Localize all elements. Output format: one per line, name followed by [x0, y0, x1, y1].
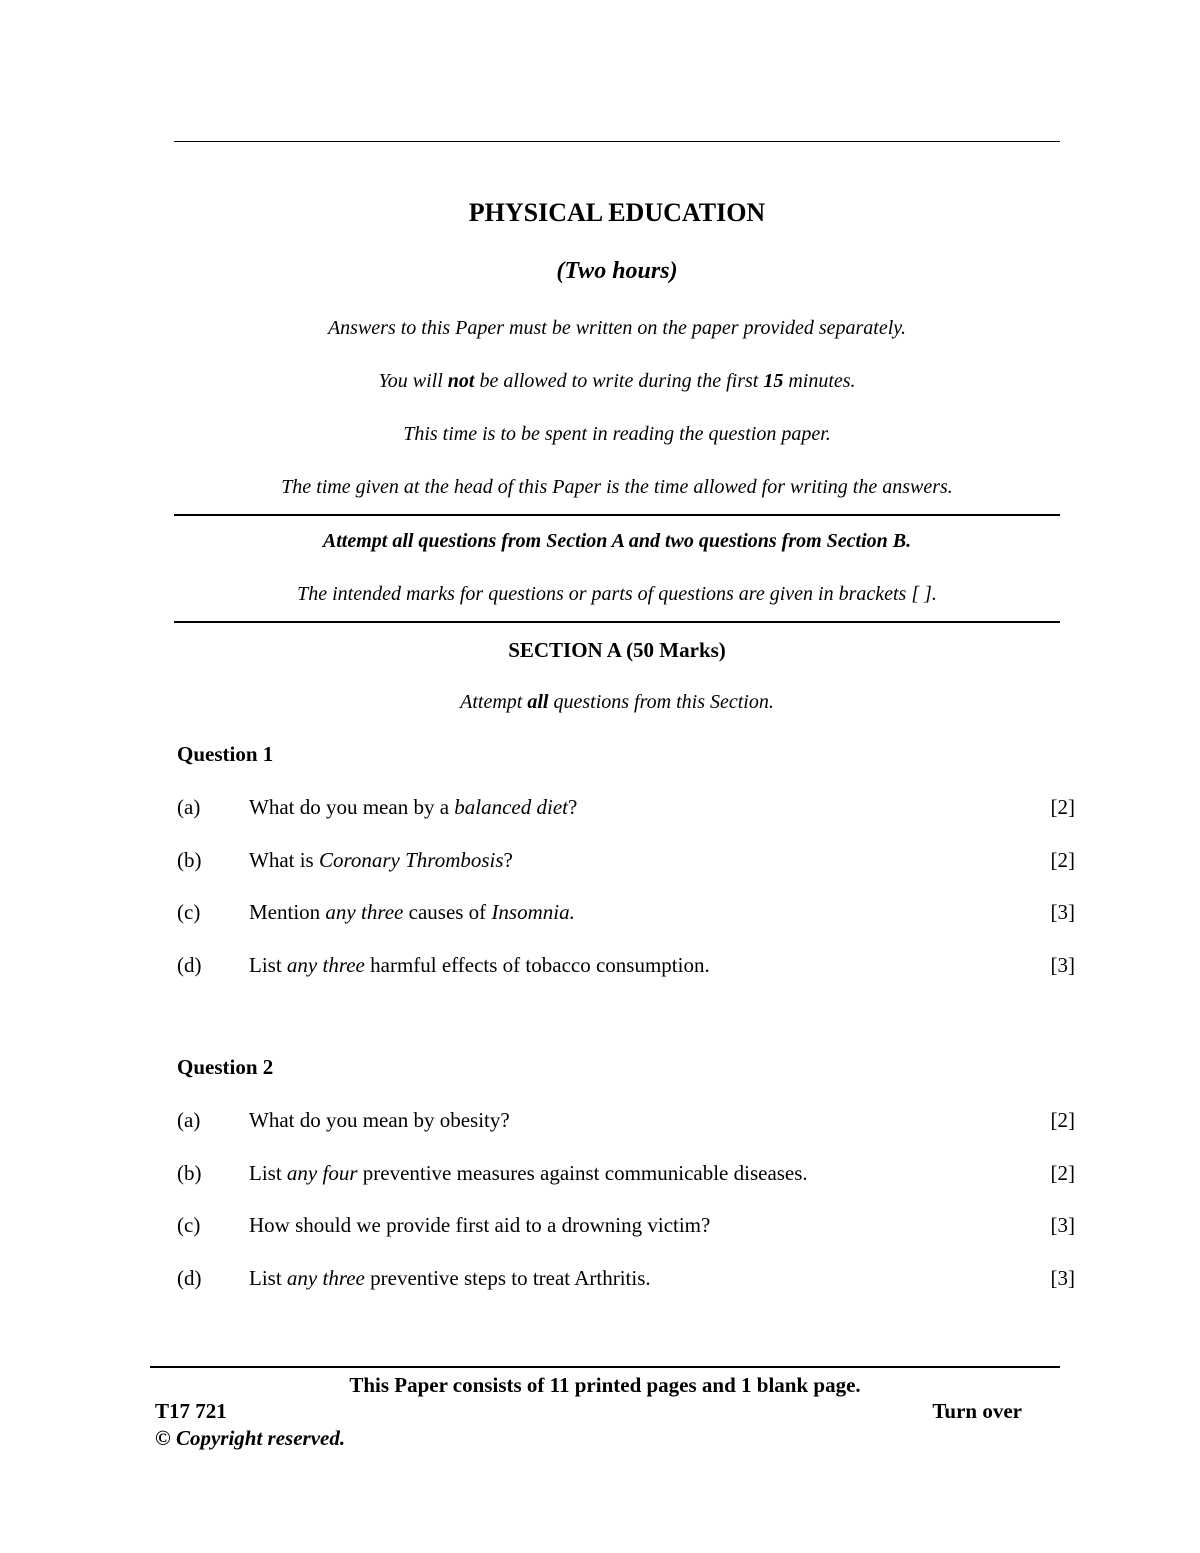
footer-rule	[150, 1366, 1060, 1368]
part-text-segment: causes of	[403, 900, 492, 924]
part-text-segment: What is	[249, 847, 319, 872]
part-text-italic: any four	[286, 1160, 358, 1185]
part-text	[249, 1213, 710, 1238]
part-text-segment: Mention	[249, 900, 326, 924]
part-text	[249, 1108, 510, 1133]
instruction-no-writing-post2: minutes.	[783, 370, 856, 392]
part-marks: [2]	[1050, 1108, 1075, 1132]
attempt-instruction: Attempt all questions from Section A and two questions from Section B.	[322, 530, 912, 552]
part-label: (b)	[177, 1160, 202, 1185]
part-text-italic: Insomnia.	[491, 900, 575, 924]
part-text	[249, 795, 577, 820]
part-label: (b)	[177, 847, 202, 872]
part-text-italic: any three	[325, 900, 404, 924]
part-text	[249, 953, 710, 978]
instruction-no-writing-pre: You will	[378, 370, 448, 392]
section-a-instruction	[174, 691, 1060, 714]
section-a-heading: SECTION A (50 Marks)	[508, 638, 726, 662]
part-marks: [2]	[1050, 795, 1075, 819]
part-text-italic: any three	[286, 1265, 365, 1290]
part-text-segment: ?	[568, 795, 578, 819]
part-label: (d)	[177, 1265, 202, 1290]
instruction-reading-time: This time is to be spent in reading the question paper.	[403, 423, 831, 445]
question-heading: Question 2	[177, 1055, 274, 1079]
part-text-segment: List	[249, 952, 287, 977]
part-text	[249, 848, 513, 873]
question-part	[177, 1161, 1075, 1191]
section-a-instruction-bold: all	[527, 691, 549, 713]
part-marks: [3]	[1050, 952, 1075, 977]
part-text-segment: ?	[503, 847, 513, 872]
question-part	[177, 900, 1075, 930]
question-heading: Question 1	[177, 742, 274, 766]
part-marks: [3]	[1050, 1265, 1075, 1290]
part-text-segment: preventive steps to treat Arthritis.	[364, 1265, 651, 1290]
paper-code: T17 721	[155, 1399, 227, 1423]
part-label: (c)	[177, 1213, 201, 1237]
question-part	[177, 953, 1075, 983]
part-marks: [2]	[1050, 1160, 1075, 1185]
part-marks: [3]	[1050, 900, 1075, 924]
part-text-segment: How should we provide first aid to a drowning victim?	[249, 1213, 711, 1237]
section-a-instruction-pre: Attempt	[460, 691, 528, 713]
part-label: (a)	[177, 1108, 201, 1132]
part-text-italic: Coronary Thrombosis	[318, 847, 504, 872]
page-title: PHYSICAL EDUCATION	[468, 198, 766, 227]
copyright: © Copyright reserved.	[155, 1426, 346, 1450]
part-marks: [2]	[1050, 847, 1075, 872]
section-a-instruction-post: questions from this Section.	[548, 691, 774, 713]
part-label: (d)	[177, 952, 202, 977]
question-part	[177, 848, 1075, 878]
part-label: (a)	[177, 795, 201, 819]
part-text-segment: List	[249, 1160, 287, 1185]
divider-1	[174, 514, 1060, 516]
question-part	[177, 1213, 1075, 1243]
part-text-segment: What do you mean by a	[249, 795, 455, 819]
instruction-no-writing-post: be allowed to write during the first	[474, 370, 764, 392]
duration: (Two hours)	[556, 258, 678, 284]
turn-over: Turn over	[932, 1399, 1022, 1423]
part-text	[249, 1266, 651, 1291]
question-part	[177, 1108, 1075, 1138]
instruction-no-writing-bold: not	[447, 370, 475, 392]
part-text-segment: harmful effects of tobacco consumption.	[364, 952, 710, 977]
part-text-italic: any three	[286, 952, 365, 977]
instruction-answers: Answers to this Paper must be written on the paper provided separately.	[327, 317, 907, 339]
top-rule	[174, 141, 1060, 142]
part-label: (c)	[177, 900, 201, 924]
part-marks: [3]	[1050, 1213, 1075, 1237]
part-text	[249, 900, 575, 925]
question-part	[177, 795, 1075, 825]
marks-note: The intended marks for questions or parts of questions are given in brackets [ ].	[297, 583, 937, 605]
part-text-segment: preventive measures against communicable diseases.	[357, 1160, 808, 1185]
instruction-no-writing	[174, 370, 1060, 393]
part-text-italic: balanced diet	[454, 795, 568, 819]
part-text-segment: List	[249, 1265, 287, 1290]
divider-2	[174, 621, 1060, 623]
pages-note: This Paper consists of 11 printed pages and 1 blank page.	[349, 1373, 861, 1397]
part-text-segment: What do you mean by obesity?	[249, 1108, 510, 1132]
instruction-no-writing-bold2: 15	[763, 370, 784, 392]
instruction-time-given: The time given at the head of this Paper is the time allowed for writing the answers.	[281, 476, 953, 498]
question-part	[177, 1266, 1075, 1296]
part-text	[249, 1161, 808, 1186]
